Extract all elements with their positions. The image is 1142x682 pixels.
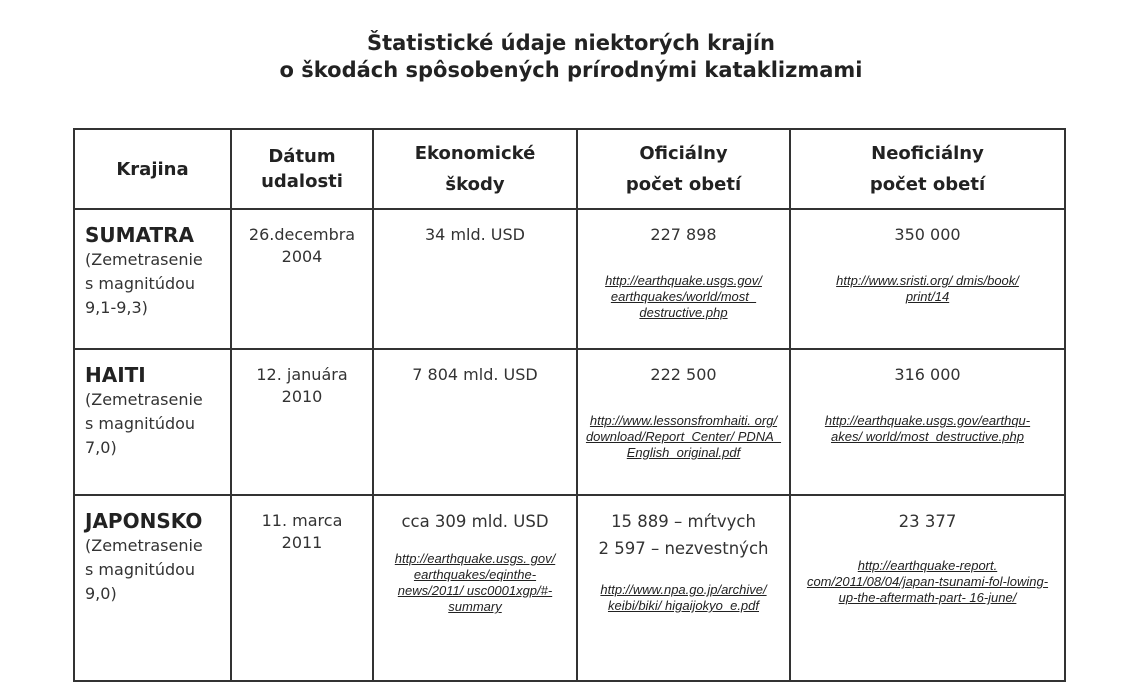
country-note: (Zemetrasenie s magnitúdou 9,1-9,3) (85, 250, 203, 317)
damage-value: cca 309 mld. USD (401, 512, 549, 531)
header-official: Oficiálny počet obetí (577, 129, 790, 209)
official-source-link[interactable]: http://earthquake.usgs.gov/ earthquakes/world/most_ destructive.php (605, 273, 762, 320)
unofficial-source-link[interactable]: http://earthquake.usgs.gov/earthqu-akes/ world/most_destructive.php (824, 413, 1031, 444)
header-country: Krajina (74, 129, 231, 209)
disaster-statistics-table (73, 128, 1066, 682)
country-cell (74, 495, 231, 681)
date-cell: 26.decembra 2004 (231, 209, 373, 349)
unofficial-source-link[interactable]: http://earthquake-report. com/2011/08/04/japan-tsunami-fol-lowing-up-the-aftermath-part- 16-june/ (806, 558, 1049, 605)
unofficial-cell (790, 495, 1065, 681)
table-row (74, 209, 1065, 349)
country-note: (Zemetrasenie s magnitúdou 9,0) (85, 536, 203, 603)
unofficial-cell (790, 209, 1065, 349)
unofficial-cell (790, 349, 1065, 495)
unofficial-value: 350 000 (894, 225, 961, 244)
country-note: (Zemetrasenie s magnitúdou 7,0) (85, 390, 203, 457)
official-cell (577, 349, 790, 495)
official-source-link[interactable]: http://www.npa.go.jp/archive/ keibi/biki/ higaijokyo_e.pdf (600, 582, 767, 613)
country-name: JAPONSKO (85, 509, 203, 533)
unofficial-value: 23 377 (898, 512, 957, 531)
damage-cell (373, 495, 577, 681)
damage-cell (373, 349, 577, 495)
official-value: 227 898 (650, 225, 717, 244)
damage-value: 7 804 mld. USD (412, 365, 538, 384)
official-value: 15 889 – mŕtvych 2 597 – nezvestných (598, 512, 769, 558)
table-row (74, 495, 1065, 681)
header-unofficial: Neoficiálny počet obetí (790, 129, 1065, 209)
title-line-2: o škodách spôsobených prírodnými kataklizmami (279, 58, 863, 82)
title-line-1: Štatistické údaje niektorých krajín (366, 31, 776, 55)
official-cell (577, 209, 790, 349)
country-cell (74, 209, 231, 349)
damage-value: 34 mld. USD (425, 225, 525, 244)
official-cell (577, 495, 790, 681)
table-row (74, 349, 1065, 495)
table-header-row (74, 129, 1065, 209)
date-cell: 11. marca 2011 (231, 495, 373, 681)
damage-source-link[interactable]: http://earthquake.usgs. gov/ earthquakes/eqinthe-news/2011/ usc0001xgp/#-summary (394, 551, 556, 614)
header-date: Dátum udalosti (231, 129, 373, 209)
unofficial-value: 316 000 (894, 365, 961, 384)
country-name: SUMATRA (85, 223, 194, 247)
country-name: HAITI (85, 363, 146, 387)
header-damage: Ekonomické škody (373, 129, 577, 209)
unofficial-source-link[interactable]: http://www.sristi.org/ dmis/book/ print/14 (836, 273, 1019, 304)
official-value: 222 500 (650, 365, 717, 384)
document-title (0, 30, 1142, 84)
damage-cell (373, 209, 577, 349)
official-source-link[interactable]: http://www.lessonsfromhaiti. org/ download/Report_Center/ PDNA_ English_original.pdf (585, 413, 782, 460)
country-cell (74, 349, 231, 495)
date-cell: 12. januára 2010 (231, 349, 373, 495)
